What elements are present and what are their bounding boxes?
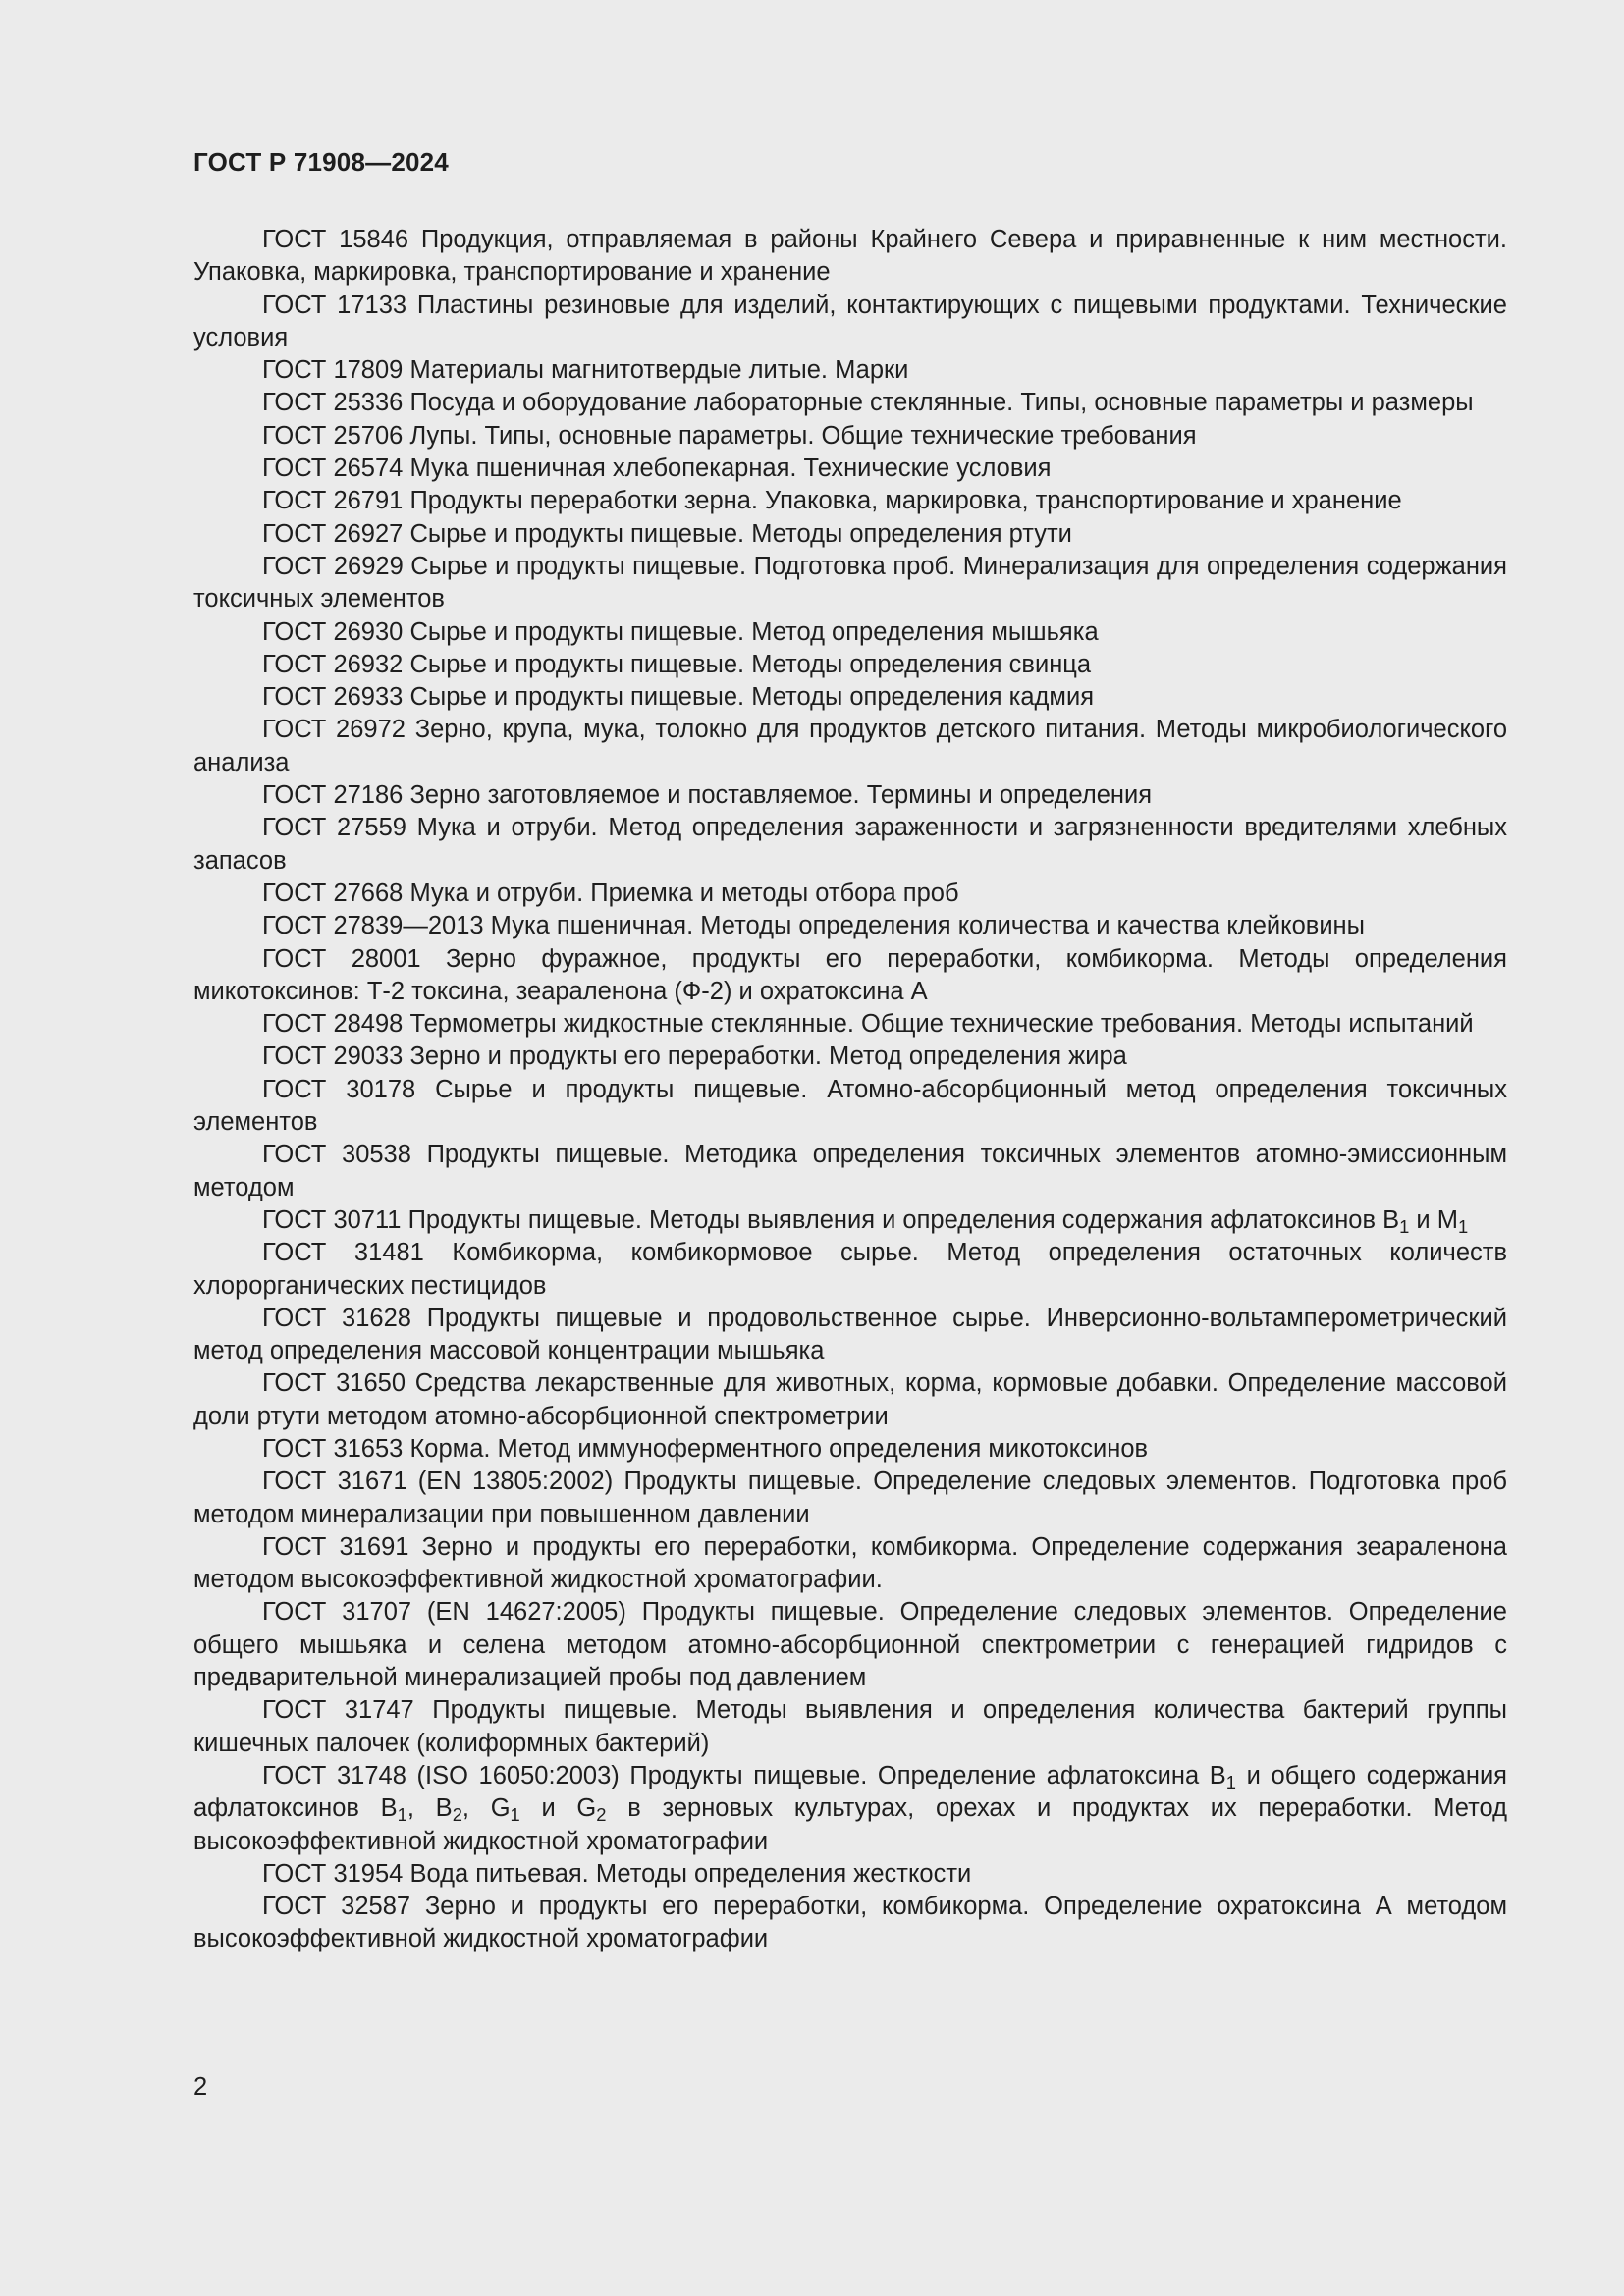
normative-references-list <box>193 224 1507 1956</box>
reference-item <box>193 1074 1507 1140</box>
reference-code: ГОСТ 31653 <box>262 1434 404 1463</box>
reference-title: Сырье и продукты пищевые. Методы определения ртути <box>409 519 1072 548</box>
reference-item <box>193 354 1507 387</box>
reference-title: Лупы. Типы, основные параметры. Общие технические требования <box>409 421 1197 450</box>
reference-code: ГОСТ 17809 <box>262 356 404 385</box>
reference-code: ГОСТ 15846 <box>262 226 409 253</box>
reference-title: Зерно и продукты его переработки, комбикорма. Определение охратоксина А методом высокоэффективной жидкостной хроматографии <box>193 1893 1508 1953</box>
reference-item <box>193 943 1507 1009</box>
reference-code: ГОСТ 31481 <box>262 1239 424 1267</box>
reference-item <box>193 1367 1507 1433</box>
reference-code: ГОСТ 27186 <box>262 781 404 810</box>
reference-title: Мука и отруби. Метод определения зараженности и загрязненности вредителями хлебных запасов <box>193 814 1507 875</box>
reference-item <box>193 1858 1507 1891</box>
reference-item <box>193 1237 1507 1303</box>
reference-item <box>193 551 1507 616</box>
reference-code: ГОСТ 31650 <box>262 1369 406 1398</box>
reference-title: Продукты пищевые. Методы выявления и определения количества бактерий группы кишечных палочек (колиформных бактерий) <box>193 1696 1507 1757</box>
reference-item <box>193 518 1507 551</box>
reference-title: Материалы магнитотвердые литые. Марки <box>409 356 909 385</box>
reference-item <box>193 812 1507 878</box>
reference-code: ГОСТ 28001 <box>262 944 421 973</box>
reference-code: ГОСТ 26972 <box>262 716 406 744</box>
reference-code: ГОСТ 27839—2013 <box>262 912 484 940</box>
reference-title: Комбикорма, комбикормовое сырье. Метод определения остаточных количеств хлорорганических пестицидов <box>193 1239 1507 1300</box>
reference-title: Продукция, отправляемая в районы Крайнего Севера и приравненные к ним местности. Упаковка, маркировка, транспортирование и хранение <box>193 226 1507 287</box>
reference-item <box>193 1760 1507 1858</box>
reference-item <box>193 1008 1507 1041</box>
reference-item <box>193 1466 1507 1531</box>
reference-title: Продукты пищевые. Определение следовых элементов. Подготовка проб методом минерализации при повышенном давлении <box>193 1468 1507 1528</box>
reference-code: ГОСТ 31747 <box>262 1696 414 1725</box>
reference-code: ГОСТ 31671 (EN 13805:2002) <box>262 1468 614 1496</box>
reference-title: Продукты переработки зерна. Упаковка, маркировка, транспортирование и хранение <box>409 487 1402 515</box>
reference-code: ГОСТ 30538 <box>262 1141 411 1169</box>
reference-title: Вода питьевая. Методы определения жесткости <box>409 1859 972 1888</box>
reference-title: Пластины резиновые для изделий, контактирующих с пищевыми продуктами. Технические условия <box>193 291 1507 351</box>
reference-code: ГОСТ 26927 <box>262 519 404 548</box>
reference-title: Средства лекарственные для животных, корма, кормовые добавки. Определение массовой доли ртути методом атомно-абсорбционной спектрометрии <box>193 1369 1507 1430</box>
reference-code: ГОСТ 29033 <box>262 1042 404 1071</box>
reference-title: Сырье и продукты пищевые. Метод определения мышьяка <box>409 617 1099 646</box>
reference-title: Термометры жидкостные стеклянные. Общие технические требования. Методы испытаний <box>409 1010 1474 1039</box>
reference-item <box>193 649 1507 681</box>
reference-item <box>193 1531 1507 1597</box>
reference-title: Зерно, крупа, мука, толокно для продуктов детского питания. Методы микробиологического анализа <box>193 716 1508 776</box>
reference-item <box>193 224 1507 290</box>
reference-code: ГОСТ 31954 <box>262 1859 404 1888</box>
reference-title: Продукты пищевые. Методы выявления и определения содержания афлатоксинов $B_1$ и $M_1$ <box>407 1205 1469 1238</box>
page-number: 2 <box>193 2073 208 2101</box>
reference-title: Зерно фуражное, продукты его переработки, комбикорма. Методы определения микотоксинов: Т-2 токсина, зеараленона (Ф-2) и охратоксина А <box>193 944 1507 1005</box>
reference-title: Корма. Метод иммуноферментного определения микотоксинов <box>409 1434 1149 1463</box>
reference-code: ГОСТ 30711 <box>262 1205 402 1234</box>
reference-code: ГОСТ 27668 <box>262 879 404 907</box>
reference-item <box>193 1694 1507 1760</box>
reference-item <box>193 779 1507 812</box>
reference-code: ГОСТ 17133 <box>262 291 407 319</box>
document-code-header: ГОСТ Р 71908—2024 <box>193 147 449 177</box>
reference-item <box>193 453 1507 485</box>
reference-item <box>193 290 1507 355</box>
reference-title: Мука и отруби. Приемка и методы отбора проб <box>409 879 959 907</box>
reference-item <box>193 1041 1507 1073</box>
reference-title: Посуда и оборудование лабораторные стеклянные. Типы, основные параметры и размеры <box>409 389 1474 417</box>
reference-code: ГОСТ 31707 (EN 14627:2005) <box>262 1598 626 1627</box>
reference-title: Сырье и продукты пищевые. Методы определения кадмия <box>409 683 1095 712</box>
reference-code: ГОСТ 30178 <box>262 1075 416 1103</box>
reference-code: ГОСТ 31748 (ISO 16050:2003) <box>262 1761 620 1789</box>
reference-item <box>193 878 1507 910</box>
reference-item <box>193 1596 1507 1694</box>
reference-title: Продукты пищевые. Методика определения токсичных элементов атомно-эмиссионным методом <box>193 1141 1507 1201</box>
reference-code: ГОСТ 31628 <box>262 1304 411 1332</box>
reference-title: Продукты пищевые и продовольственное сырье. Инверсионно-вольтамперометрический метод определения массовой концентрации мышьяка <box>193 1304 1507 1365</box>
reference-code: ГОСТ 26574 <box>262 454 404 483</box>
reference-title: Сырье и продукты пищевые. Подготовка проб. Минерализация для определения содержания токсичных элементов <box>193 552 1507 614</box>
reference-item <box>193 485 1507 517</box>
reference-item <box>193 1204 1507 1237</box>
reference-item <box>193 1303 1507 1368</box>
reference-code: ГОСТ 26933 <box>262 683 404 712</box>
reference-title: Зерно заготовляемое и поставляемое. Термины и определения <box>409 781 1153 810</box>
reference-code: ГОСТ 26929 <box>262 552 404 580</box>
reference-code: ГОСТ 26932 <box>262 650 404 678</box>
reference-item <box>193 1139 1507 1204</box>
reference-item <box>193 387 1507 419</box>
reference-code: ГОСТ 25706 <box>262 421 404 450</box>
reference-item <box>193 681 1507 714</box>
reference-title: Мука пшеничная. Методы определения количества и качества клейковины <box>490 912 1365 940</box>
reference-code: ГОСТ 26791 <box>262 487 404 515</box>
reference-title: Мука пшеничная хлебопекарная. Технические условия <box>409 454 1052 483</box>
reference-code: ГОСТ 25336 <box>262 389 404 417</box>
reference-item <box>193 714 1507 779</box>
reference-title: Продукты пищевые. Определение афлатоксина $B_1$ и общего содержания афлатоксинов $B_1$, $B_2$, $G_1$ и $G_2$ в зерновых культурах, орехах и продуктах их переработки. Метод высокоэффективной жидкостной хроматографии <box>193 1761 1507 1855</box>
reference-code: ГОСТ 32587 <box>262 1893 411 1921</box>
reference-item <box>193 616 1507 649</box>
reference-code: ГОСТ 27559 <box>262 814 406 842</box>
reference-item <box>193 1433 1507 1466</box>
reference-title: Сырье и продукты пищевые. Атомно-абсорбционный метод определения токсичных элементов <box>193 1075 1508 1137</box>
reference-item <box>193 910 1507 942</box>
reference-code: ГОСТ 31691 <box>262 1532 409 1561</box>
reference-item <box>193 1891 1507 1956</box>
reference-title: Сырье и продукты пищевые. Методы определения свинца <box>409 650 1092 678</box>
reference-item <box>193 420 1507 453</box>
reference-title: Зерно и продукты его переработки, комбикорма. Определение содержания зеараленона методом высокоэффективной жидкостной хроматографии. <box>193 1532 1507 1594</box>
reference-title: Продукты пищевые. Определение следовых элементов. Определение общего мышьяка и селена методом атомно-абсорбционной спектрометрии с генерацией гидридов с предварительной минерализацией пробы под давлением <box>193 1598 1507 1692</box>
reference-title: Зерно и продукты его переработки. Метод определения жира <box>409 1042 1127 1071</box>
reference-code: ГОСТ 26930 <box>262 617 404 646</box>
reference-code: ГОСТ 28498 <box>262 1010 404 1039</box>
